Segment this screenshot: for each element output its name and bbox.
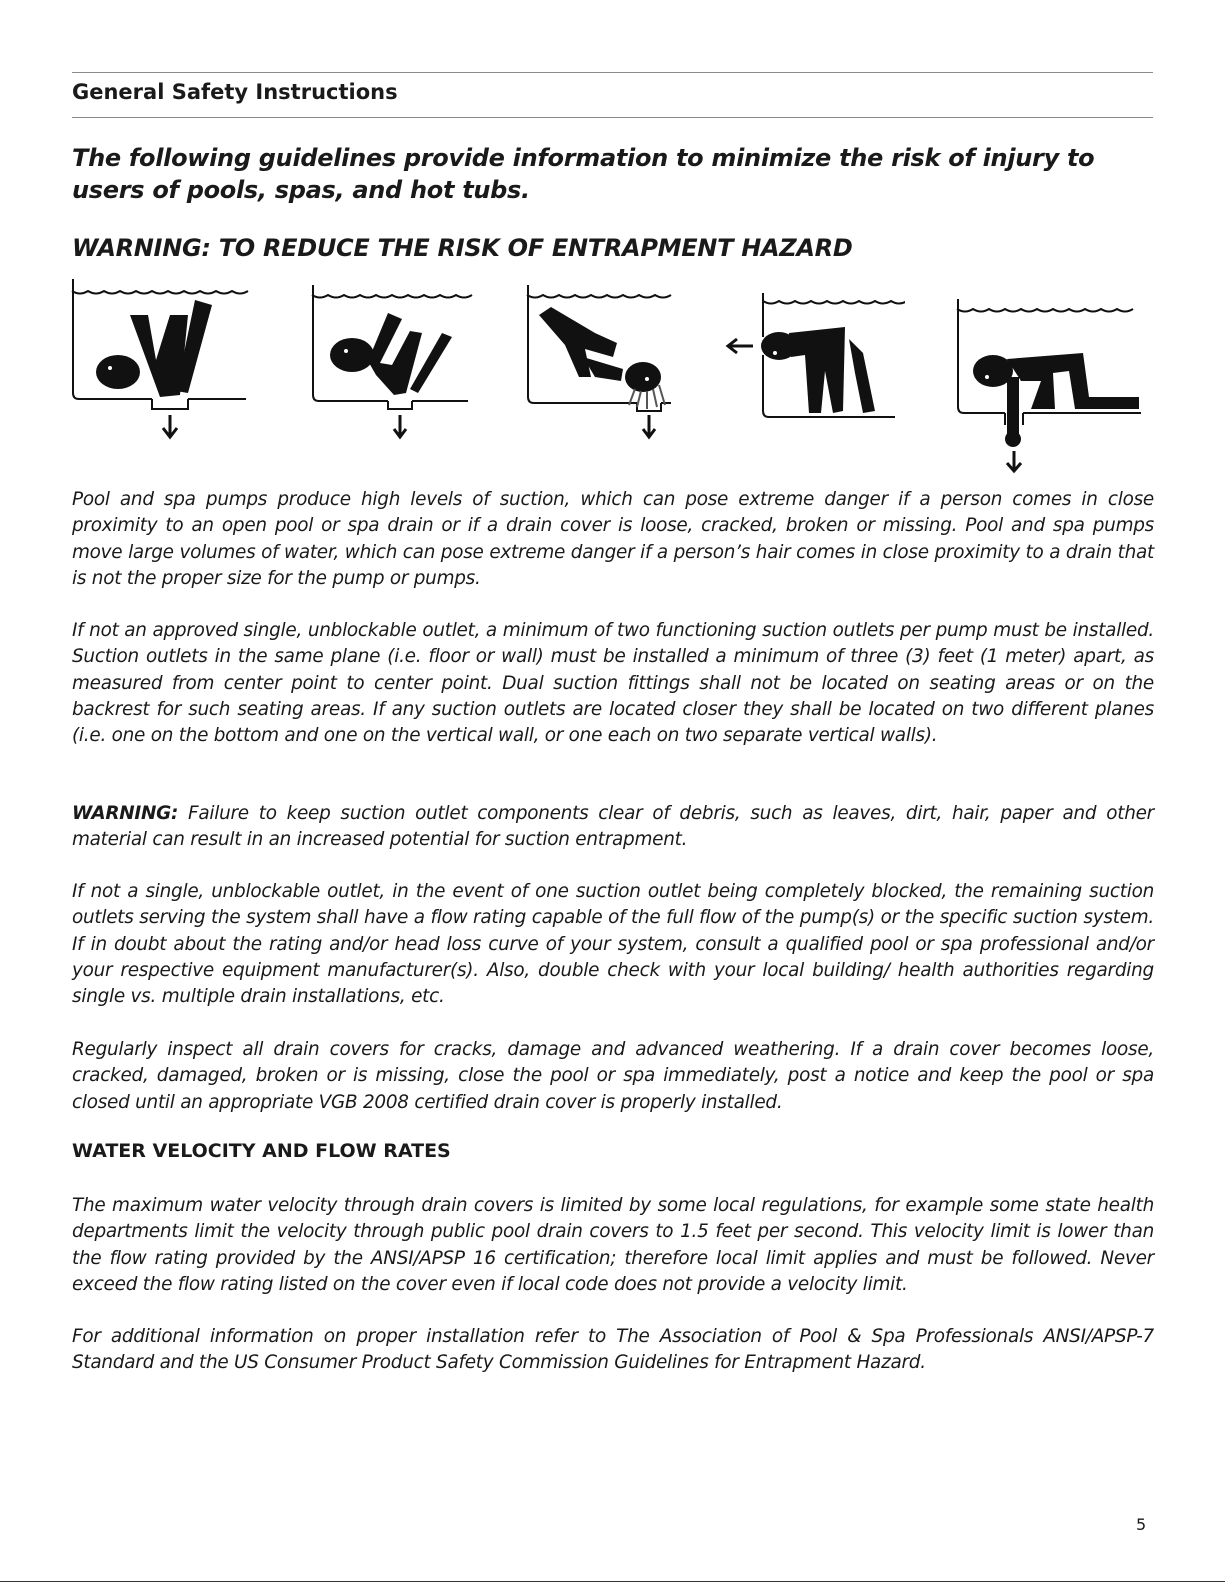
section-title: General Safety Instructions	[72, 80, 398, 104]
intro-text: The following guidelines provide information to minimize the risk of injury to users of pools, spas, and hot tubs.	[72, 144, 1095, 204]
entrapment-illustrations	[60, 275, 1160, 475]
debris-warning-paragraph	[72, 801, 1154, 854]
warning-heading: WARNING: TO REDUCE THE RISK OF ENTRAPMENT HAZARD	[72, 234, 853, 262]
suction-danger-paragraph: Pool and spa pumps produce high levels of suction, which can pose extreme danger if a person comes in close proximity to an open pool or spa drain or if a drain cover is loose, cracked, broken or missing. Pool and spa pumps move large volumes of water, which can pose extreme danger if a person’s hair comes in close proximity to a drain that is not the proper size for the pump or pumps.	[72, 489, 1154, 589]
top-rule	[72, 72, 1153, 73]
hair-entrapment-illustration	[525, 285, 685, 465]
drain-inspection-paragraph: Regularly inspect all drain covers for cracks, damage and advanced weathering. If a drain cover becomes loose, cracked, damaged, broken or is missing, close the pool or spa immediately, post a notice and keep the pool or spa closed until an appropriate VGB 2008 certified drain cover is properly installed.	[72, 1039, 1154, 1113]
wall-outlet-entrapment-illustration	[725, 293, 905, 443]
mechanical-entrapment-illustration	[955, 297, 1155, 477]
page-number: 5	[1136, 1515, 1147, 1534]
velocity-heading: WATER VELOCITY AND FLOW RATES	[72, 1140, 451, 1162]
additional-info-paragraph: For additional information on proper installation refer to The Association of Pool & Spa Professionals ANSI/APSP-7 Standard and the US Consumer Product Safety Commission Guidelines for Entrapment Hazard.	[72, 1326, 1154, 1374]
warning-label: WARNING:	[72, 803, 179, 824]
suction-outlets-paragraph: If not an approved single, unblockable outlet, a minimum of two functioning suction outlets per pump must be installed. Suction outlets in the same plane (i.e. floor or wall) must be installed a minimum of three (3) feet (1 meter) apart, as measured from center point to center point. Dual suction fittings shall not be located on seating areas or on the backrest for such seating areas. If any suction outlets are located closer they shall be located on two different planes (i.e. one on the bottom and one on the vertical wall, or one each on two separate vertical walls).	[72, 620, 1154, 747]
debris-warning-text: Failure to keep suction outlet components clear of debris, such as leaves, dirt, hair, paper and other material can result in an increased potential for suction entrapment.	[72, 803, 1154, 851]
title-rule	[72, 117, 1153, 118]
velocity-paragraph: The maximum water velocity through drain covers is limited by some local regulations, for example some state health departments limit the velocity through public pool drain covers to 1.5 feet per second. This velocity limit is lower than the flow rating provided by the ANSI/APSP 16 certification; therefore local limit applies and must be followed. Never exceed the flow rating listed on the cover even if local code does not provide a velocity limit.	[72, 1195, 1154, 1295]
bottom-rule	[0, 1581, 1225, 1582]
body-entrapment-illustration	[70, 275, 260, 450]
blocked-outlet-paragraph: If not a single, unblockable outlet, in the event of one suction outlet being completely blocked, the remaining suction outlets serving the system shall have a flow rating capable of the full flow of the pump(s) or the specific suction system. If in doubt about the rating and/or head loss curve of your system, consult a qualified pool or spa professional and/or your respective equipment manufacturer(s). Also, double check with your local building/ health authorities regarding single vs. multiple drain installations, etc.	[72, 881, 1154, 1008]
limb-entrapment-illustration	[310, 283, 500, 458]
